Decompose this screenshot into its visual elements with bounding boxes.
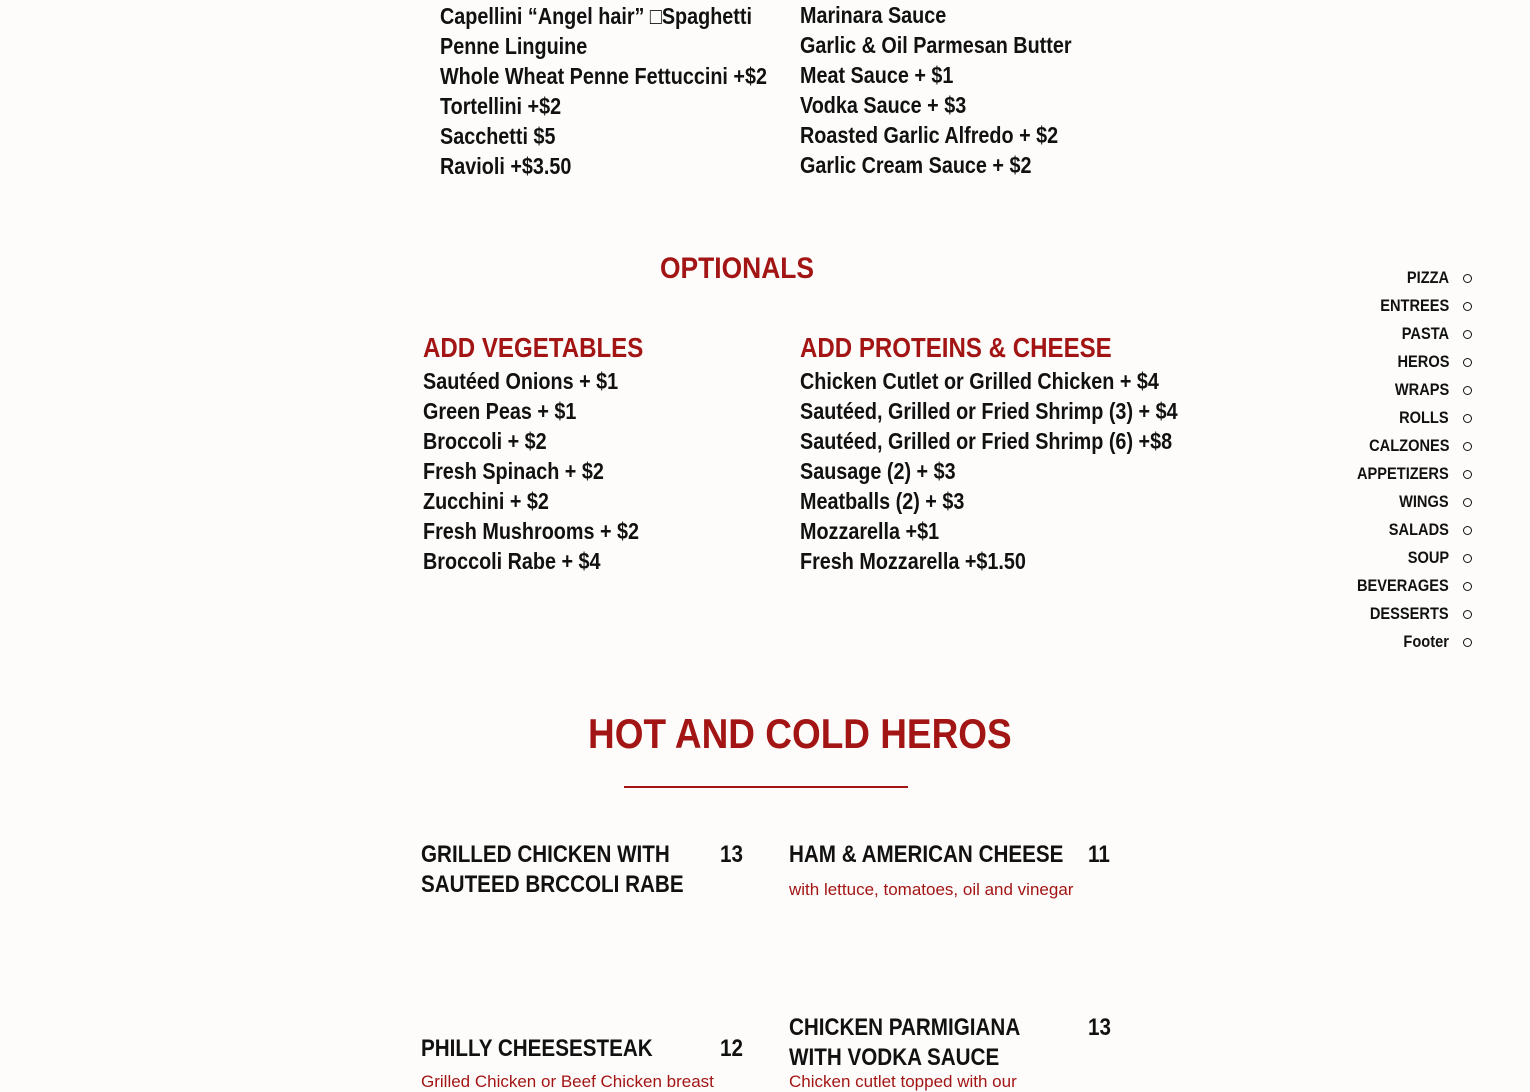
pasta-type-item: Whole Wheat Penne Fettuccini +$2 — [440, 63, 767, 89]
pasta-sauces-list — [800, 0, 1116, 180]
nav-label: Footer — [1403, 632, 1449, 651]
hero-item-price: 13 — [720, 841, 743, 868]
vegetable-item: Green Peas + $1 — [423, 398, 577, 424]
nav-item-footer[interactable] — [1342, 628, 1472, 656]
sauce-item: Garlic & Oil Parmesan Butter — [800, 32, 1072, 58]
vegetable-item: Broccoli Rabe + $4 — [423, 548, 601, 574]
hero-item-description: Grilled Chicken or Beef Chicken breast — [421, 1072, 714, 1091]
nav-dot-icon — [1463, 302, 1472, 311]
hero-item-description: Chicken cutlet topped with our — [789, 1072, 1017, 1091]
nav-label: HEROS — [1396, 352, 1449, 371]
section-nav — [1342, 264, 1472, 656]
sauce-item: Vodka Sauce + $3 — [800, 92, 967, 118]
pasta-type-item: Penne Linguine — [440, 33, 588, 59]
protein-item: Sautéed, Grilled or Fried Shrimp (6) +$8 — [800, 428, 1173, 454]
sauce-item: Meat Sauce + $1 — [800, 62, 954, 88]
protein-item: Chicken Cutlet or Grilled Chicken + $4 — [800, 368, 1159, 394]
nav-item-pizza[interactable] — [1342, 264, 1472, 292]
protein-item: Mozzarella +$1 — [800, 518, 940, 544]
hero-item-name: CHICKEN PARMIGIANA WITH VODKA SAUCE — [789, 1014, 1021, 1071]
nav-dot-icon — [1463, 498, 1472, 507]
vegetables-heading: ADD VEGETABLES — [423, 332, 644, 363]
sauce-item: Garlic Cream Sauce + $2 — [800, 152, 1032, 178]
nav-dot-icon — [1463, 386, 1472, 395]
nav-dot-icon — [1463, 582, 1472, 591]
nav-item-wraps[interactable] — [1342, 376, 1472, 404]
nav-label: PASTA — [1401, 324, 1449, 343]
sauce-item: Marinara Sauce — [800, 2, 947, 28]
hero-item-price: 11 — [1088, 841, 1110, 868]
nav-item-wings[interactable] — [1342, 488, 1472, 516]
pasta-type-item: Ravioli +$3.50 — [440, 153, 572, 179]
nav-label: SOUP — [1407, 548, 1449, 567]
hero-item-name: PHILLY CHEESESTEAK — [421, 1035, 653, 1062]
nav-label: WRAPS — [1394, 380, 1449, 399]
nav-item-salads[interactable] — [1342, 516, 1472, 544]
nav-dot-icon — [1463, 554, 1472, 563]
nav-label: PIZZA — [1406, 268, 1449, 287]
protein-item: Sautéed, Grilled or Fried Shrimp (3) + $4 — [800, 398, 1178, 424]
vegetable-item: Sautéed Onions + $1 — [423, 368, 619, 394]
protein-item: Fresh Mozzarella +$1.50 — [800, 548, 1026, 574]
nav-item-entrees[interactable] — [1342, 292, 1472, 320]
sauce-item: Roasted Garlic Alfredo + $2 — [800, 122, 1059, 148]
nav-item-rolls[interactable] — [1342, 404, 1472, 432]
nav-item-soup[interactable] — [1342, 544, 1472, 572]
section-divider — [624, 786, 908, 788]
nav-label: ENTREES — [1379, 296, 1449, 315]
nav-item-beverages[interactable] — [1342, 572, 1472, 600]
hero-item-price: 12 — [720, 1035, 743, 1062]
proteins-list — [800, 366, 1239, 576]
nav-dot-icon — [1463, 638, 1472, 647]
heros-heading: HOT AND COLD HEROS — [588, 710, 1012, 757]
nav-item-pasta[interactable] — [1342, 320, 1472, 348]
nav-label: SALADS — [1388, 520, 1449, 539]
pasta-type-item: Sacchetti $5 — [440, 123, 556, 149]
nav-dot-icon — [1463, 274, 1472, 283]
nav-dot-icon — [1463, 414, 1472, 423]
vegetable-item: Zucchini + $2 — [423, 488, 549, 514]
vegetables-list — [423, 366, 674, 576]
nav-dot-icon — [1463, 442, 1472, 451]
nav-label: DESSERTS — [1370, 604, 1449, 623]
vegetable-item: Fresh Mushrooms + $2 — [423, 518, 640, 544]
nav-item-calzones[interactable] — [1342, 432, 1472, 460]
nav-label: CALZONES — [1368, 436, 1449, 455]
nav-dot-icon — [1463, 610, 1472, 619]
nav-label: BEVERAGES — [1357, 576, 1449, 595]
nav-label: APPETIZERS — [1357, 464, 1449, 483]
hero-item-description: with lettuce, tomatoes, oil and vinegar — [789, 880, 1074, 899]
nav-dot-icon — [1463, 358, 1472, 367]
nav-item-heros[interactable] — [1342, 348, 1472, 376]
vegetable-item: Broccoli + $2 — [423, 428, 547, 454]
nav-dot-icon — [1463, 526, 1472, 535]
hero-item-name: HAM & AMERICAN CHEESE — [789, 841, 1064, 868]
proteins-heading: ADD PROTEINS & CHEESE — [800, 332, 1112, 363]
protein-item: Sausage (2) + $3 — [800, 458, 956, 484]
nav-label: ROLLS — [1399, 408, 1449, 427]
pasta-type-item: Tortellini +$2 — [440, 93, 562, 119]
vegetable-item: Fresh Spinach + $2 — [423, 458, 604, 484]
optionals-heading: OPTIONALS — [659, 252, 814, 285]
pasta-types-list — [440, 1, 820, 181]
nav-dot-icon — [1463, 470, 1472, 479]
hero-item-price: 13 — [1088, 1014, 1111, 1041]
nav-item-appetizers[interactable] — [1342, 460, 1472, 488]
hero-item-name: GRILLED CHICKEN WITH SAUTEED BRCCOLI RABE — [421, 841, 684, 898]
protein-item: Meatballs (2) + $3 — [800, 488, 965, 514]
nav-dot-icon — [1463, 330, 1472, 339]
nav-label: WINGS — [1399, 492, 1449, 511]
nav-item-desserts[interactable] — [1342, 600, 1472, 628]
pasta-type-item: Capellini “Angel hair” □Spaghetti — [440, 3, 752, 29]
